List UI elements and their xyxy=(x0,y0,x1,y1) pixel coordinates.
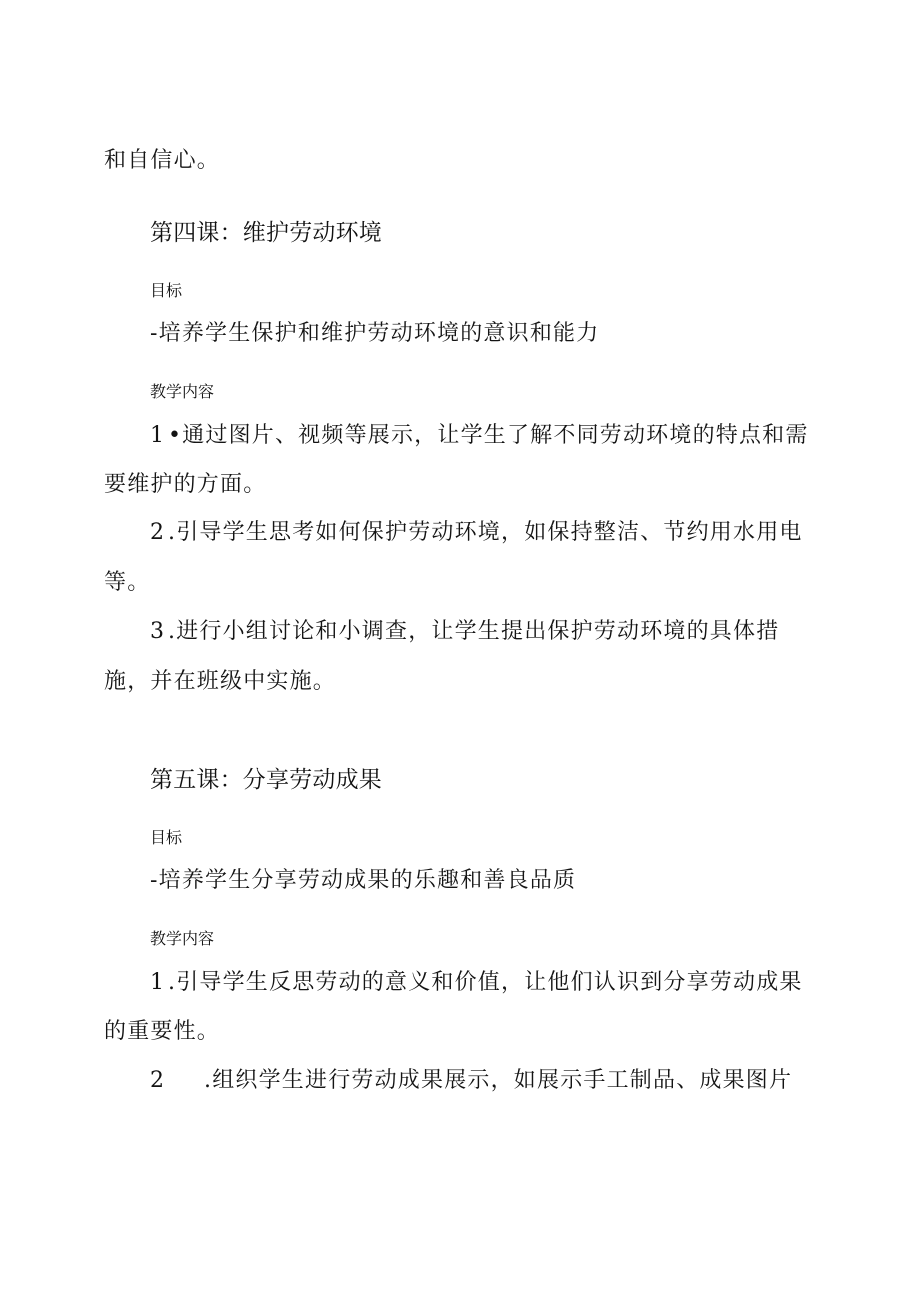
lesson4-item-1-line1 xyxy=(150,425,809,447)
lesson5-title: 第五课：分享劳动成果 xyxy=(150,767,382,793)
lesson5-item-2-text: .组织学生进行劳动成果展示，如展示手工制品、成果图片 xyxy=(204,1068,793,1093)
lesson4-item-3-line2: 施，并在班级中实施。 xyxy=(104,669,337,694)
lesson5-content-label: 教学内容 xyxy=(150,929,215,948)
lesson5-item-1-line1 xyxy=(150,972,803,994)
lesson5-item-2-line1 xyxy=(150,1070,792,1092)
lesson4-item-2-number: 2 xyxy=(150,520,166,545)
lesson4-item-1-number: 1 xyxy=(150,423,166,448)
lesson5-goal-text: -培养学生分享劳动成果的乐趣和善良品质 xyxy=(150,868,577,893)
lesson5-goal-label: 目标 xyxy=(150,828,183,847)
lesson4-item-3-number: 3 xyxy=(150,619,166,644)
lesson4-goal-text: -培养学生保护和维护劳动环境的意识和能力 xyxy=(150,321,600,346)
lesson5-item-1-text: .引导学生反思劳动的意义和价值，让他们认识到分享劳动成果 xyxy=(168,970,803,995)
lesson4-item-2-text: .引导学生思考如何保护劳动环境，如保持整洁、节约用水用电 xyxy=(168,520,803,545)
lesson4-item-1-text: •通过图片、视频等展示，让学生了解不同劳动环境的特点和需 xyxy=(168,423,809,448)
lesson4-item-3-text: .进行小组讨论和小调查，让学生提出保护劳动环境的具体措 xyxy=(168,619,780,644)
lesson4-item-3-line1 xyxy=(150,621,779,643)
lesson4-content-label: 教学内容 xyxy=(150,382,215,401)
lesson5-item-1-line2: 的重要性。 xyxy=(104,1019,221,1044)
lesson5-item-1-number: 1 xyxy=(150,970,166,995)
lesson4-item-2-line1 xyxy=(150,522,803,544)
lesson4-item-2-line2: 等。 xyxy=(104,570,151,595)
lesson5-item-2-number: 2 xyxy=(150,1068,166,1093)
lesson4-title: 第四课：维护劳动环境 xyxy=(150,220,382,246)
lesson4-goal-label: 目标 xyxy=(150,281,183,300)
intro-tail-text: 和自信心。 xyxy=(104,148,221,173)
lesson4-item-1-line2: 要维护的方面。 xyxy=(104,472,267,497)
